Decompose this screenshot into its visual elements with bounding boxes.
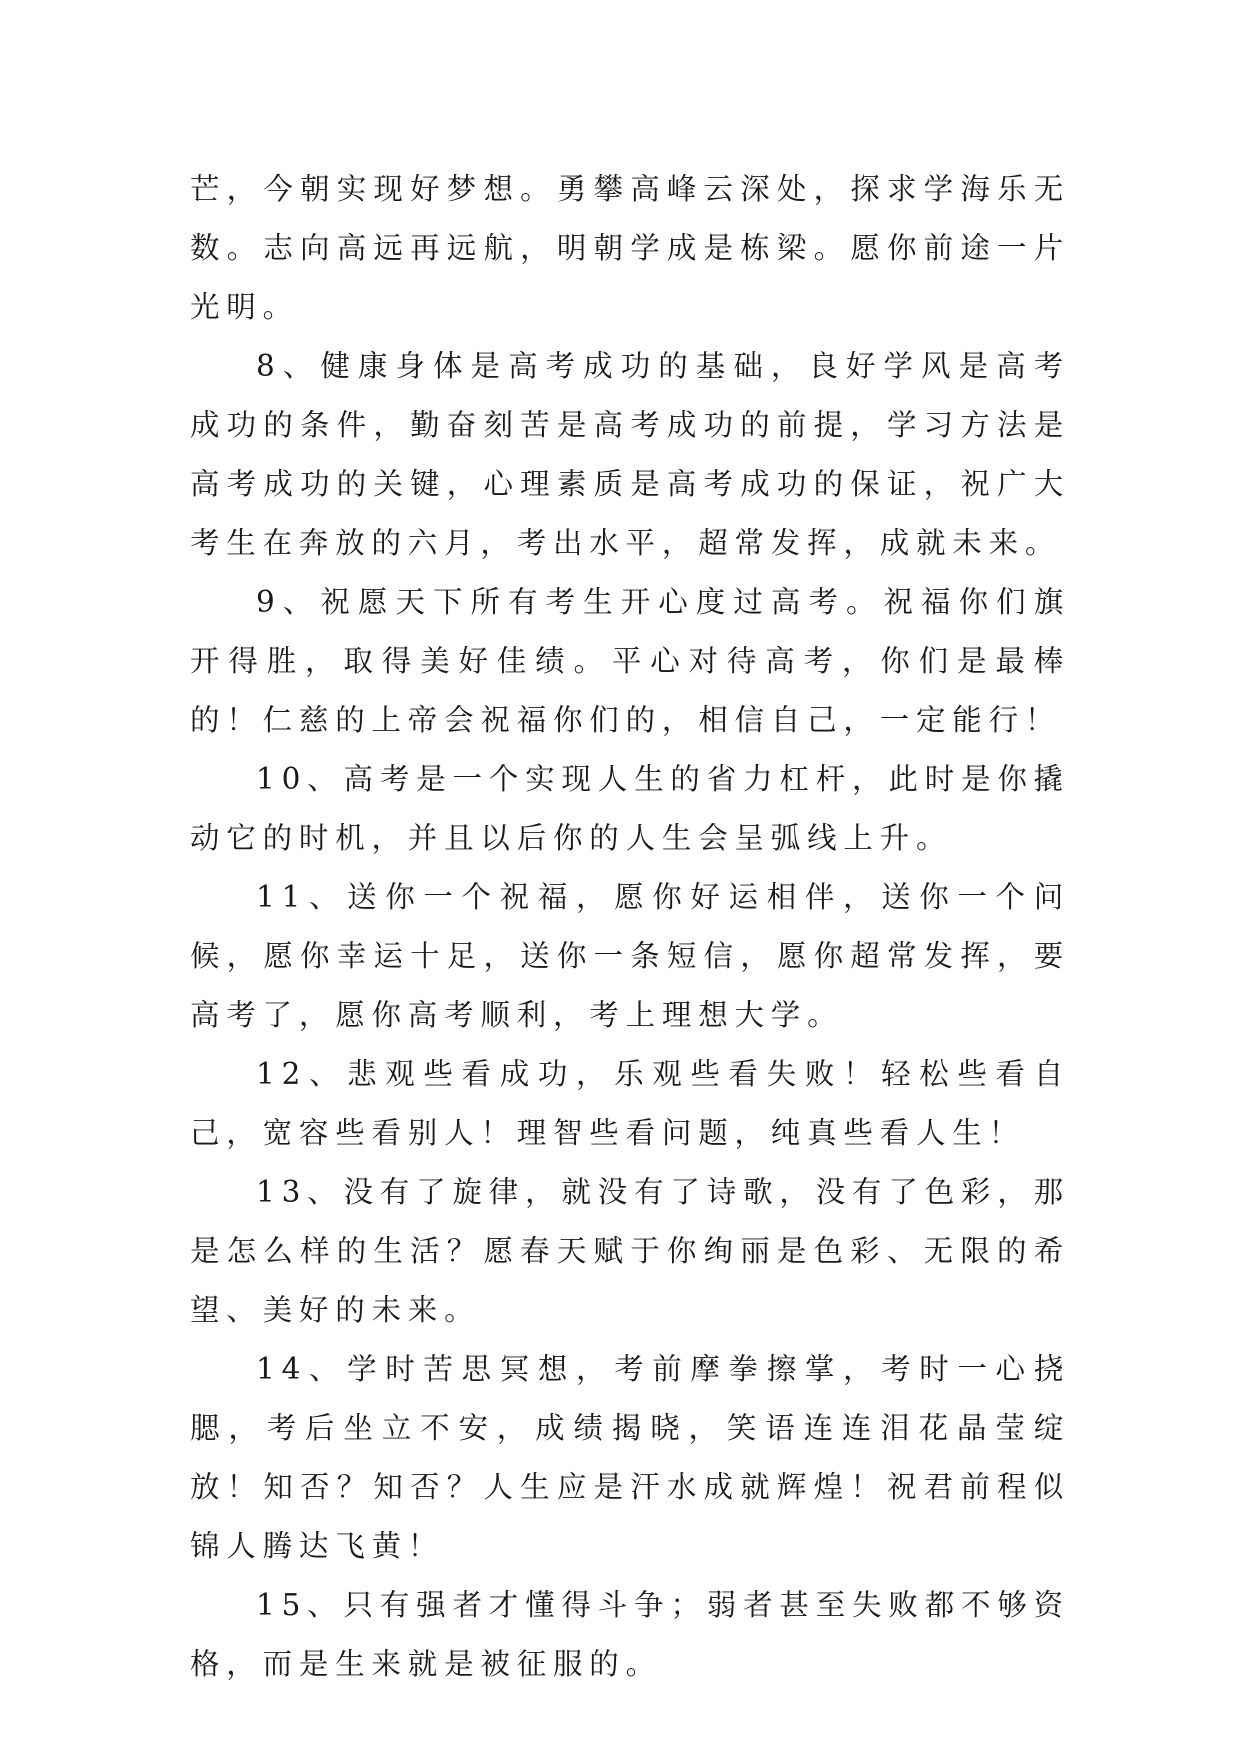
document-body (190, 160, 1070, 1694)
paragraph-item-9: 9、祝愿天下所有考生开心度过高考。祝福你们旗开得胜，取得美好佳绩。平心对待高考，你们是最棒的！仁慈的上帝会祝福你们的，相信自己，一定能行！ (190, 585, 1070, 737)
paragraph-item-12: 12、悲观些看成功，乐观些看失败！轻松些看自己，宽容些看别人！理智些看问题，纯真些看人生！ (190, 1057, 1070, 1150)
paragraph-item-13: 13、没有了旋律，就没有了诗歌，没有了色彩，那是怎么样的生活？愿春天赋于你绚丽是色彩、无限的希望、美好的未来。 (190, 1175, 1070, 1327)
paragraph-item-8: 8、健康身体是高考成功的基础，良好学风是高考成功的条件，勤奋刻苦是高考成功的前提，学习方法是高考成功的关键，心理素质是高考成功的保证，祝广大考生在奔放的六月，考出水平，超常发挥，成就未来。 (190, 349, 1070, 560)
paragraph-item-11: 11、送你一个祝福，愿你好运相伴，送你一个问候，愿你幸运十足，送你一条短信，愿你超常发挥，要高考了，愿你高考顺利，考上理想大学。 (190, 880, 1070, 1032)
paragraph-item-15: 15、只有强者才懂得斗争；弱者甚至失败都不够资格，而是生来就是被征服的。 (190, 1588, 1070, 1681)
paragraph-item-14: 14、学时苦思冥想，考前摩拳擦掌，考时一心挠腮，考后坐立不安，成绩揭晓，笑语连连泪花晶莹绽放！知否？知否？人生应是汗水成就辉煌！祝君前程似锦人腾达飞黄！ (190, 1352, 1070, 1563)
paragraph-item-10: 10、高考是一个实现人生的省力杠杆，此时是你撬动它的时机，并且以后你的人生会呈弧线上升。 (190, 762, 1070, 855)
paragraph-continuation: 芒，今朝实现好梦想。勇攀高峰云深处，探求学海乐无数。志向高远再远航，明朝学成是栋梁。愿你前途一片光明。 (190, 172, 1070, 324)
